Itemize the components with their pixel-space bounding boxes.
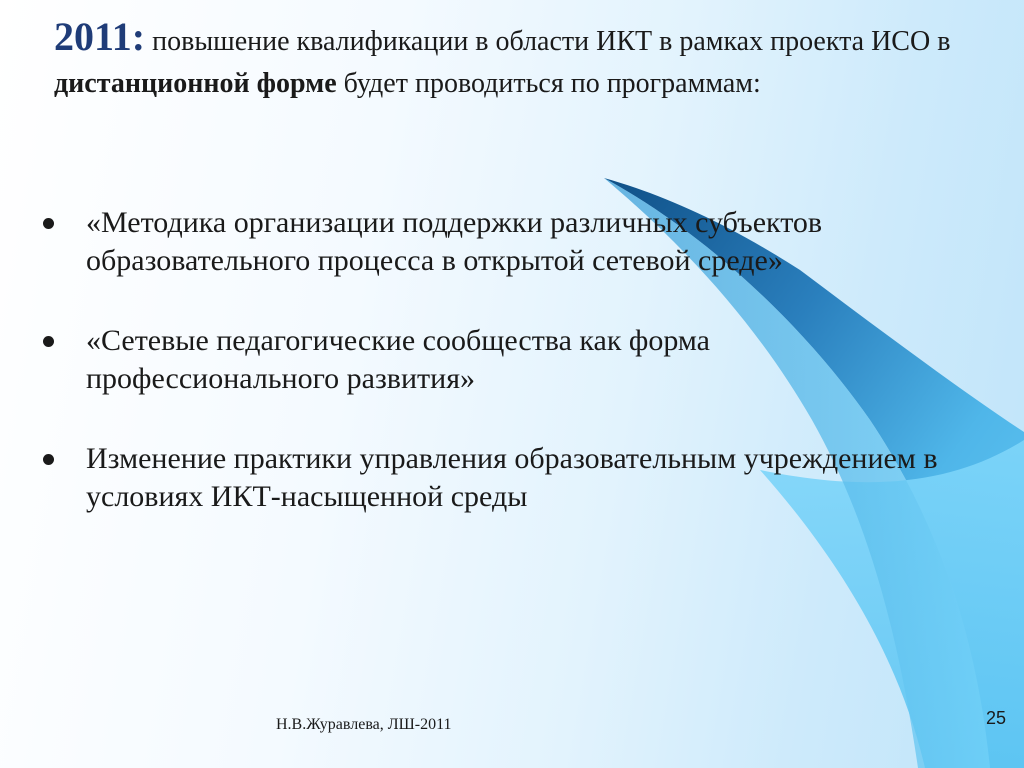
bullet-item xyxy=(40,440,940,516)
bullet-list xyxy=(40,204,940,558)
title-text-after-bold: будет проводиться по программам: xyxy=(336,68,761,99)
bullet-item xyxy=(40,322,940,398)
bullet-item xyxy=(40,204,940,280)
slide-title xyxy=(54,16,984,105)
bullet-text: «Сетевые педагогические сообщества как форма профессионального развития» xyxy=(86,324,710,395)
footer-author: Н.В.Журавлева, ЛШ-2011 xyxy=(276,716,452,733)
title-year: 2011: xyxy=(54,14,146,59)
bullet-text: Изменение практики управления образовательным учреждением в условиях ИКТ-насыщенной среды xyxy=(86,442,938,513)
title-bold-text: дистанционной форме xyxy=(54,68,337,99)
page-number: 25 xyxy=(986,708,1007,728)
bullet-dot-icon xyxy=(43,336,54,347)
title-text-before-bold: повышение квалификации в области ИКТ в рамках проекта ИСО в xyxy=(145,26,951,57)
bullet-dot-icon xyxy=(43,454,54,465)
bullet-text: «Методика организации поддержки различных субъектов образовательного процесса в открытой сетевой среде» xyxy=(86,206,823,277)
bullet-dot-icon xyxy=(43,218,54,229)
